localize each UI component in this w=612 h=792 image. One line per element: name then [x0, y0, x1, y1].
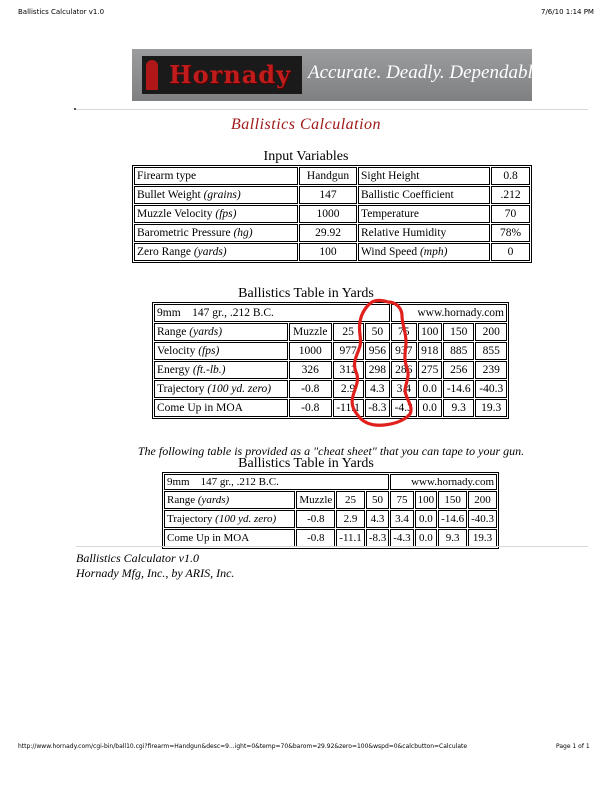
range-cell: 75 — [390, 491, 413, 509]
footer-app-name: Ballistics Calculator v1.0 — [76, 551, 199, 565]
table-row — [164, 491, 497, 509]
data-cell: 275 — [418, 361, 442, 379]
site-label: www.hornady.com — [391, 304, 507, 322]
input-value: 78% — [491, 224, 530, 242]
data-cell: 918 — [418, 342, 442, 360]
data-cell: 0.0 — [418, 380, 442, 398]
cheat-table-title: Ballistics Table in Yards — [238, 456, 374, 471]
table-row — [134, 167, 530, 185]
input-value: Handgun — [299, 167, 357, 185]
range-cell: 50 — [365, 323, 390, 341]
input-label: Muzzle Velocity (fps) — [134, 205, 298, 223]
range-cell: 100 — [415, 491, 438, 509]
data-cell: 1000 — [289, 342, 332, 360]
data-cell: 855 — [475, 342, 507, 360]
range-cell: 75 — [391, 323, 416, 341]
table-row — [154, 361, 507, 379]
data-cell: 977 — [333, 342, 364, 360]
range-cell: 25 — [333, 323, 364, 341]
print-header-datetime: 7/6/10 1:14 PM — [541, 8, 594, 16]
data-cell: 4.3 — [365, 380, 390, 398]
data-cell: -0.8 — [296, 529, 335, 547]
input-value: .212 — [491, 186, 530, 204]
data-cell: -4.3 — [391, 399, 416, 417]
data-cell: 2.9 — [336, 510, 365, 528]
range-cell: Muzzle — [289, 323, 332, 341]
tagline: Accurate. Deadly. Dependable.™ — [308, 62, 555, 83]
row-label: Range (yards) — [164, 491, 295, 509]
data-cell: 19.3 — [475, 399, 507, 417]
row-label: Energy (ft.-lb.) — [154, 361, 288, 379]
table-row — [154, 304, 507, 322]
input-value: 1000 — [299, 205, 357, 223]
page-title: Ballistics Calculation — [230, 116, 382, 133]
data-cell: -0.8 — [289, 399, 332, 417]
data-cell: -14.6 — [443, 380, 475, 398]
input-label: Relative Humidity — [358, 224, 490, 242]
input-value: 147 — [299, 186, 357, 204]
table-row — [134, 186, 530, 204]
logo-text: Hornady — [168, 60, 292, 89]
input-label: Wind Speed (mph) — [358, 243, 490, 261]
row-label: Come Up in MOA — [154, 399, 288, 417]
table-row — [164, 474, 497, 490]
input-label: Sight Height — [358, 167, 490, 185]
data-cell: 298 — [365, 361, 390, 379]
data-cell: -11.1 — [333, 399, 364, 417]
data-cell: -14.6 — [438, 510, 467, 528]
table-row — [134, 224, 530, 242]
range-cell: 200 — [468, 491, 497, 509]
data-cell: 3.4 — [391, 380, 416, 398]
input-variables-title: Input Variables — [263, 149, 349, 164]
data-cell: 885 — [443, 342, 475, 360]
input-label: Zero Range (yards) — [134, 243, 298, 261]
divider-top — [76, 109, 588, 110]
row-label: Come Up in MOA — [164, 529, 295, 547]
data-cell: -8.3 — [365, 399, 390, 417]
range-cell: 25 — [336, 491, 365, 509]
row-label: Trajectory (100 yd. zero) — [164, 510, 295, 528]
data-cell: 9.3 — [443, 399, 475, 417]
range-cell: 200 — [475, 323, 507, 341]
print-footer-url: http://www.hornady.com/cgi-bin/ball10.cgi?firearm=Handgun&desc=9...ight=0&temp=70&barom=29.92&zero=100&wspd=0&calcbutton=Calculate — [18, 743, 468, 750]
data-cell: 326 — [289, 361, 332, 379]
input-label: Bullet Weight (grains) — [134, 186, 298, 204]
data-cell: 286 — [391, 361, 416, 379]
row-label: Velocity (fps) — [154, 342, 288, 360]
range-cell: Muzzle — [296, 491, 335, 509]
data-cell: 956 — [365, 342, 390, 360]
data-cell: 256 — [443, 361, 475, 379]
input-label: Ballistic Coefficient — [358, 186, 490, 204]
data-cell: 0.0 — [415, 529, 438, 547]
table-row — [154, 399, 507, 417]
print-header-title: Ballistics Calculator v1.0 — [18, 8, 105, 16]
data-cell: 4.3 — [366, 510, 389, 528]
input-label: Barometric Pressure (hg) — [134, 224, 298, 242]
data-cell: 2.9 — [333, 380, 364, 398]
range-cell: 150 — [443, 323, 475, 341]
data-cell: -8.3 — [366, 529, 389, 547]
divider-bottom — [76, 546, 588, 547]
input-value: 100 — [299, 243, 357, 261]
table-row — [164, 510, 497, 528]
bullet-description: 9mm 147 gr., .212 B.C. — [164, 474, 389, 490]
input-value: 29.92 — [299, 224, 357, 242]
ballistics-table — [152, 302, 509, 419]
cheat-sheet-note: The following table is provided as a "cheat sheet" that you can tape to your gun. — [137, 444, 525, 458]
range-cell: 50 — [366, 491, 389, 509]
data-cell: 312 — [333, 361, 364, 379]
range-cell: 100 — [418, 323, 442, 341]
data-cell: -40.3 — [475, 380, 507, 398]
input-variables-table — [132, 165, 532, 263]
data-cell: 3.4 — [390, 510, 413, 528]
table-row — [154, 323, 507, 341]
data-cell: -4.3 — [390, 529, 413, 547]
data-cell: -0.8 — [296, 510, 335, 528]
range-cell: 150 — [438, 491, 467, 509]
input-label: Firearm type — [134, 167, 298, 185]
table-row — [154, 380, 507, 398]
hornady-logo — [142, 56, 302, 94]
table-row — [164, 529, 497, 547]
hornady-banner — [132, 49, 555, 101]
table-row — [134, 205, 530, 223]
table-row — [154, 342, 507, 360]
input-label: Temperature — [358, 205, 490, 223]
input-value: 0.8 — [491, 167, 530, 185]
row-label: Range (yards) — [154, 323, 288, 341]
data-cell: 0.0 — [418, 399, 442, 417]
data-cell: 9.3 — [438, 529, 467, 547]
footer-credits: Hornady Mfg, Inc., by ARIS, Inc. — [76, 566, 235, 580]
data-cell: -40.3 — [468, 510, 497, 528]
bullet-icon — [146, 60, 158, 90]
data-cell: -0.8 — [289, 380, 332, 398]
data-cell: 937 — [391, 342, 416, 360]
data-cell: 0.0 — [415, 510, 438, 528]
ballistics-table-title: Ballistics Table in Yards — [238, 286, 374, 301]
row-label: Trajectory (100 yd. zero) — [154, 380, 288, 398]
data-cell: 239 — [475, 361, 507, 379]
site-label: www.hornady.com — [390, 474, 497, 490]
data-cell: 19.3 — [468, 529, 497, 547]
input-value: 0 — [491, 243, 530, 261]
input-value: 70 — [491, 205, 530, 223]
data-cell: -11.1 — [336, 529, 365, 547]
bullet-description: 9mm 147 gr., .212 B.C. — [154, 304, 390, 322]
table-row — [134, 243, 530, 261]
print-footer-page: Page 1 of 1 — [556, 743, 590, 750]
cheat-sheet-table — [162, 472, 499, 549]
